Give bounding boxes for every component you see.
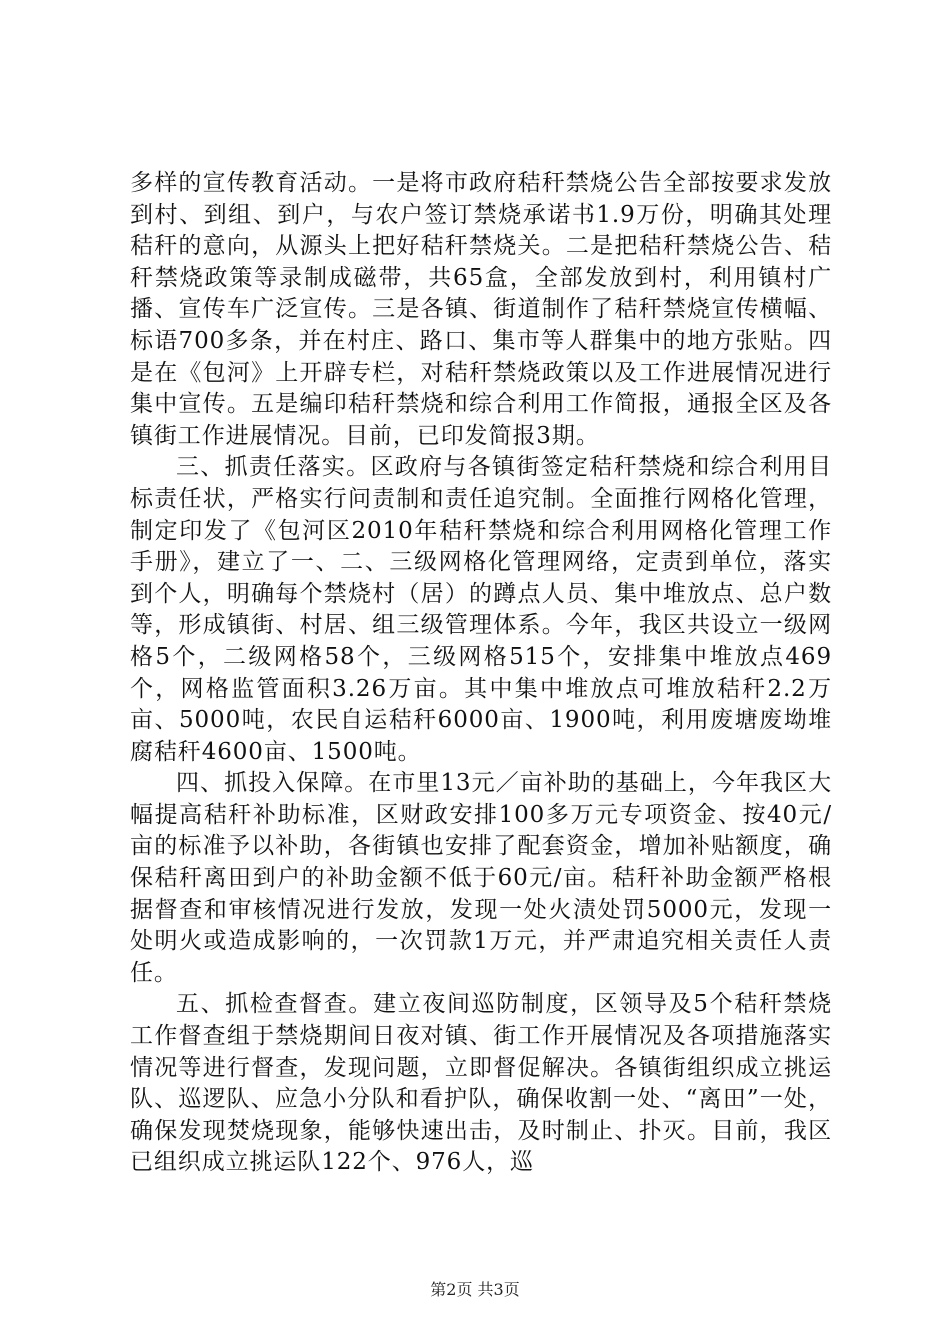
document-body bbox=[130, 168, 832, 1179]
paragraph-investment: 四、抓投入保障。在市里13元／亩补助的基础上，今年我区大幅提高秸秆补助标准，区财政安排100多万元专项资金、按40元/亩的标准予以补助，各街镇也安排了配套资金，增加补贴额度，确保秸秆离田到户的补助金额不低于60元/亩。秸秆补助金额严格根据督查和审核情况进行发放，发现一处火渍处罚5000元，发现一处明火或造成影响的，一次罚款1万元，并严肃追究相关责任人责任。 bbox=[130, 770, 832, 986]
paragraph-publicity-continuation: 多样的宣传教育活动。一是将市政府秸秆禁烧公告全部按要求发放到村、到组、到户，与农户签订禁烧承诺书1.9万份，明确其处理秸秆的意向，从源头上把好秸秆禁烧关。二是把秸秆禁烧公告、秸秆禁烧政策等录制成磁带，共65盒，全部发放到村，利用镇村广播、宣传车广泛宣传。三是各镇、街道制作了秸秆禁烧宣传横幅、标语700多条，并在村庄、路口、集市等人群集中的地方张贴。四是在《包河》上开辟专栏，对秸秆禁烧政策以及工作进展情况进行集中宣传。五是编印秸秆禁烧和综合利用工作简报，通报全区及各镇街工作进展情况。目前，已印发简报3期。 bbox=[130, 170, 832, 449]
paragraph-responsibility: 三、抓责任落实。区政府与各镇街签定秸秆禁烧和综合利用目标责任状，严格实行问责制和责任追究制。全面推行网格化管理，制定印发了《包河区2010年秸秆禁烧和综合利用网格化管理工作手册》，建立了一、二、三级网格化管理网络，定责到单位，落实到个人，明确每个禁烧村（居）的蹲点人员、集中堆放点、总户数等，形成镇街、村居、组三级管理体系。今年，我区共设立一级网格5个，二级网格58个，三级网格515个，安排集中堆放点469个，网格监管面积3.26万亩。其中集中堆放点可堆放秸秆2.2万亩、5000吨，农民自运秸秆6000亩、1900吨，利用废塘废坳堆腐秸秆4600亩、1500吨。 bbox=[130, 454, 832, 765]
page-footer: 第2页 共3页 bbox=[430, 1280, 520, 1299]
paragraph-inspection: 五、抓检查督查。建立夜间巡防制度，区领导及5个秸秆禁烧工作督查组于禁烧期间日夜对镇、街工作开展情况及各项措施落实情况等进行督查，发现问题，立即督促解决。各镇街组织成立挑运队、巡逻队、应急小分队和看护队，确保收割一处、“离田”一处，确保发现焚烧现象，能够快速出击，及时制止、扑灭。目前，我区已组织成立挑运队122个、976人，巡 bbox=[130, 991, 832, 1176]
